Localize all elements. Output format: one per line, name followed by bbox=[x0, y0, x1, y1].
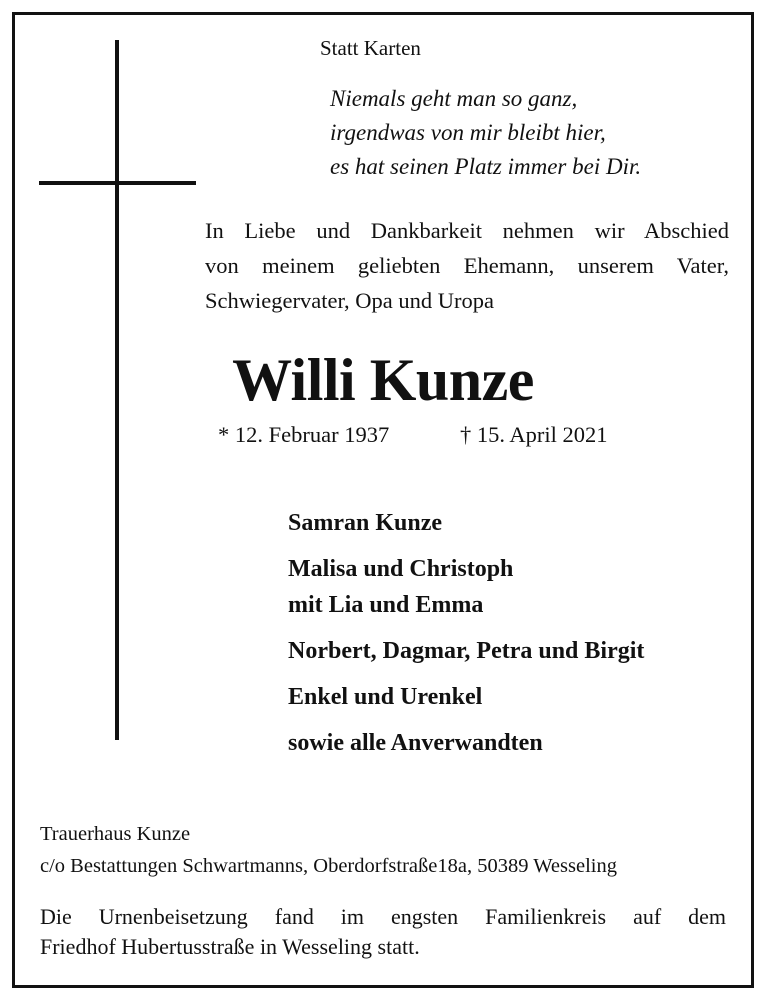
poem-line: Niemals geht man so ganz, bbox=[330, 86, 578, 111]
poem-line: irgendwas von mir bleibt hier, bbox=[330, 120, 606, 145]
note-line: Friedhof Hubertusstraße in Wesseling statt. bbox=[40, 934, 420, 959]
intro-text bbox=[205, 213, 729, 318]
family-list bbox=[288, 505, 644, 761]
poem-line: es hat seinen Platz immer bei Dir. bbox=[330, 154, 642, 179]
intro-line: Schwiegervater, Opa und Uropa bbox=[205, 288, 494, 313]
address-line: Trauerhaus Kunze bbox=[40, 823, 191, 845]
intro-line: In Liebe und Dankbarkeit nehmen wir Abschied bbox=[205, 218, 729, 243]
intro-line: von meinem geliebten Ehemann, unserem Vater, bbox=[205, 253, 729, 278]
family-item: Norbert, Dagmar, Petra und Birgit bbox=[288, 638, 645, 664]
statt-karten-label: Statt Karten bbox=[320, 36, 421, 60]
deceased-name: Willi Kunze bbox=[232, 347, 534, 413]
cross-icon-horizontal-bar bbox=[39, 181, 196, 185]
address-block bbox=[40, 818, 617, 882]
address-line: c/o Bestattungen Schwartmanns, Oberdorfstraße18a, 50389 Wesseling bbox=[40, 855, 617, 877]
family-item: Malisa und Christoph bbox=[288, 556, 514, 582]
family-item: Enkel und Urenkel bbox=[288, 684, 483, 710]
death-date: † 15. April 2021 bbox=[460, 422, 608, 447]
family-item: Samran Kunze bbox=[288, 510, 443, 536]
burial-note bbox=[40, 902, 726, 962]
family-item: sowie alle Anverwandten bbox=[288, 730, 543, 756]
family-item: mit Lia und Emma bbox=[288, 592, 484, 618]
birth-date: * 12. Februar 1937 bbox=[218, 422, 390, 447]
poem bbox=[330, 82, 641, 184]
note-line: Die Urnenbeisetzung fand im engsten Familienkreis auf dem bbox=[40, 904, 726, 929]
